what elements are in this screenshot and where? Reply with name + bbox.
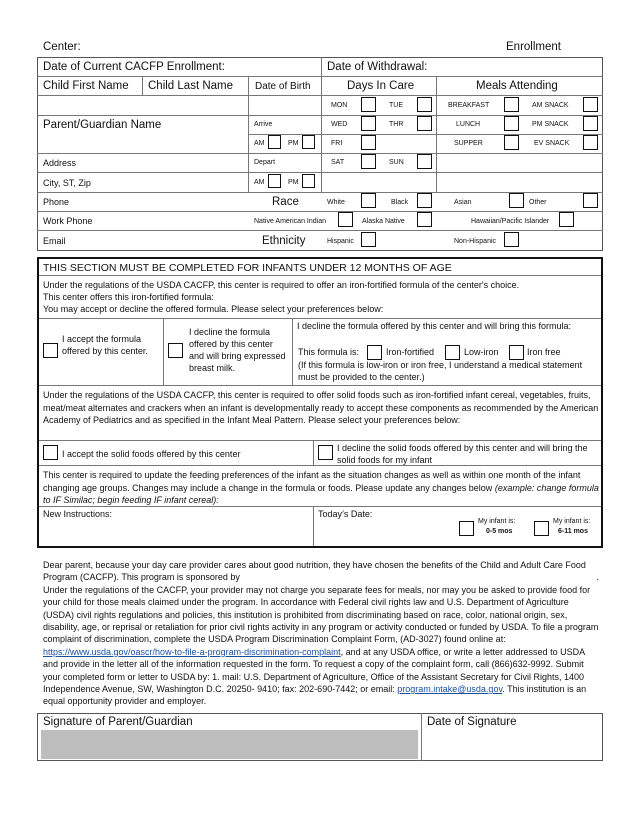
day-mon-checkbox[interactable] [361, 97, 376, 112]
depart-am-checkbox[interactable] [268, 174, 281, 188]
race-white-checkbox[interactable] [361, 193, 376, 208]
address-label: Address [43, 158, 77, 168]
race-native-american-label: Native American Indian [254, 218, 326, 225]
decline-solids-label: I decline the solid foods offered by this center and will bring the solid foods for my infant [337, 443, 588, 465]
program-notice [43, 559, 599, 708]
center-label: Center: [43, 41, 81, 53]
arrive-label: Arrive [254, 121, 273, 128]
signature-field[interactable] [41, 730, 418, 759]
arrive-pm-label: PM [288, 140, 299, 147]
iron-free-label: Iron free [527, 347, 561, 357]
infant-intro-line3: You may accept or decline the offered formula. Please select your preferences below: [43, 304, 384, 314]
iron-free-checkbox[interactable] [509, 345, 524, 360]
ethnicity-hispanic-label: Hispanic [327, 238, 354, 245]
signature-date-label: Date of Signature [427, 716, 517, 728]
todays-date-label: Today’s Date: [318, 509, 373, 519]
depart-am-label: AM [254, 179, 265, 186]
arrive-am-checkbox[interactable] [268, 135, 281, 149]
infant-is-label-1: My infant is: [478, 518, 516, 525]
race-alaska-native-checkbox[interactable] [417, 212, 432, 227]
iron-fortified-label: Iron-fortified [386, 347, 435, 357]
infant-6-11-checkbox[interactable] [534, 521, 549, 536]
race-asian-label: Asian [454, 199, 472, 206]
meal-supper-label: SUPPER [454, 140, 483, 147]
meal-lunch-label: LUNCH [456, 121, 481, 128]
accept-formula-checkbox[interactable] [43, 343, 58, 358]
dob-label: Date of Birth [255, 81, 311, 92]
race-other-label: Other [529, 199, 547, 206]
notice-paragraph-2 [43, 584, 599, 708]
ethnicity-hispanic-checkbox[interactable] [361, 232, 376, 247]
ethnicity-label: Ethnicity [262, 235, 306, 247]
arrive-pm-checkbox[interactable] [302, 135, 315, 149]
day-thr-label: THR [389, 121, 404, 128]
phone-label: Phone [43, 197, 70, 207]
decline-formula-breastmilk-checkbox[interactable] [168, 343, 183, 358]
race-alaska-native-label: Alaska Native [362, 218, 405, 225]
accept-solids-checkbox[interactable] [43, 445, 58, 460]
race-black-label: Black [391, 199, 409, 206]
depart-pm-label: PM [288, 179, 299, 186]
infant-intro [43, 279, 599, 315]
child-first-name-label: Child First Name [43, 80, 129, 92]
infant-intro-line2: This center offers this iron-fortified formula: [43, 292, 214, 302]
email-label: Email [43, 236, 66, 246]
infant-heading: THIS SECTION MUST BE COMPLETED FOR INFANTS UNDER 12 MONTHS OF AGE [43, 262, 452, 274]
decline-formula-breastmilk-label: I decline the formula offered by this center and will bring expressed breast milk. [189, 327, 286, 373]
day-mon-label: MON [331, 102, 348, 109]
decline-solids-checkbox[interactable] [318, 445, 333, 460]
day-sat-label: SAT [331, 159, 345, 166]
meal-breakfast-label: BREAKFAST [448, 102, 490, 109]
infant-is-label-2: My infant is: [553, 518, 591, 525]
meal-ev-snack-label: EV SNACK [534, 140, 570, 147]
accept-solids-label: I accept the solid foods offered by this center [62, 449, 241, 459]
day-tue-checkbox[interactable] [417, 97, 432, 112]
update-example: (example: change formula to IF Similac; begin feeding IF infant cereal): [43, 482, 599, 505]
accept-formula-label: I accept the formula offered by this center. [62, 334, 148, 356]
day-thr-checkbox[interactable] [417, 116, 432, 131]
low-iron-checkbox[interactable] [445, 345, 460, 360]
withdrawal-date-label: Date of Withdrawal: [327, 61, 428, 73]
meal-am-snack-checkbox[interactable] [583, 97, 598, 112]
enrollment-date-label: Date of Current CACFP Enrollment: [43, 61, 225, 73]
day-fri-checkbox[interactable] [361, 135, 376, 150]
solid-foods-text: Under the regulations of the USDA CACFP, this center is required to offer solid foods such as iron-fortified infant cereal, vegetables, fruits, meat/meat alternates and crackers when an infant is developmentally ready to accept these components as recommended by the American Academy of Pediatrics and as specified in the Infant Meal Pattern. Please select your preferences below: [43, 390, 599, 425]
meal-lunch-checkbox[interactable] [504, 116, 519, 131]
day-wed-checkbox[interactable] [361, 116, 376, 131]
day-sun-checkbox[interactable] [417, 154, 432, 169]
meal-supper-checkbox[interactable] [504, 135, 519, 150]
notice-rights-text: Under the regulations of the CACFP, your provider may not charge you separate fees for meals, nor may you be asked to provide food for your child for those meals claimed under the program. In accordance with Federal civil rights law and U.S. Department of Agriculture (USDA) civil rights regulations and policies, this institution is prohibited from discriminating based on race, color, national origin, sex, disability, age, or reprisal or retaliation for prior civil rights activity in any program or activity conducted or funded by USDA. To file a program complaint of discrimination, complete the USDA Program Discrimination Complaint Form, (AD-3027) found online at: [43, 584, 599, 645]
usda-email-link[interactable]: program.intake@usda.gov [397, 684, 503, 695]
meal-pm-snack-label: PM SNACK [532, 121, 569, 128]
race-other-checkbox[interactable] [583, 193, 598, 208]
arrive-am-label: AM [254, 140, 265, 147]
work-phone-label: Work Phone [43, 216, 93, 226]
notice-sponsor-text: Dear parent, because your day care provider cares about good nutrition, they have chosen the benefits of the Child and Adult Care Food Program (CACFP). This program is sponsored by [43, 560, 586, 583]
race-hawaiian-label: Hawaiian/Pacific Islander [471, 218, 550, 225]
day-wed-label: WED [331, 121, 348, 128]
race-native-american-checkbox[interactable] [338, 212, 353, 227]
complaint-form-link[interactable]: https://www.usda.gov/oascr/how-to-file-a-program-discrimination-complaint [43, 646, 341, 657]
days-in-care-label: Days In Care [347, 80, 415, 92]
update-text: This center is required to update the feeding preferences of the infant as the situation changes as well as within one month of the infant changing age groups. Changes may include a change in the formula or foods. Please update any changes below [43, 470, 581, 493]
ethnicity-non-hispanic-checkbox[interactable] [504, 232, 519, 247]
infant-0-5-checkbox[interactable] [459, 521, 474, 536]
update-preferences-text [43, 469, 599, 507]
infant-0-5-label: 0-5 mos [486, 528, 513, 535]
day-sun-label: SUN [389, 159, 404, 166]
city-label: City, ST, Zip [43, 178, 91, 188]
signature-label: Signature of Parent/Guardian [43, 716, 193, 728]
notice-rights-text-2: , and at any USDA office, or write a letter addressed to USDA and provide in the letter all of the information requested in the form. To request a copy of the complaint form, call (866)632-9992. Submit your completed form or letter to USDA by: 1. mail: U.S. Department of Agriculture, Office of the Assistant Secretary for Civil Rights, 1400 Independence Avenue, SW, Washington D.C. 20250- 9410; fax: 202-690-7442; or email: [43, 646, 585, 695]
parent-name-label: Parent/Guardian Name [43, 119, 162, 131]
enrollment-label: Enrollment [506, 41, 561, 53]
day-sat-checkbox[interactable] [361, 154, 376, 169]
iron-fortified-checkbox[interactable] [367, 345, 382, 360]
infant-6-11-label: 6-11 mos [558, 528, 588, 535]
notice-paragraph-1 [43, 559, 599, 584]
race-asian-checkbox[interactable] [509, 193, 524, 208]
notice-rights-text-3: . This institution is an equal opportunity provider and employer. [43, 684, 587, 707]
depart-pm-checkbox[interactable] [302, 174, 315, 188]
low-iron-label: Low-iron [464, 347, 499, 357]
day-tue-label: TUE [389, 102, 403, 109]
notice-sponsor-end: . [596, 572, 599, 583]
race-black-checkbox[interactable] [417, 193, 432, 208]
race-hawaiian-checkbox[interactable] [559, 212, 574, 227]
day-fri-label: FRI [331, 140, 343, 147]
new-instructions-label: New Instructions: [43, 509, 113, 519]
ethnicity-non-hispanic-label: Non-Hispanic [454, 238, 497, 245]
race-label: Race [272, 196, 299, 208]
decline-bring-formula-label: I decline the formula offered by this center and will bring this formula: [297, 321, 571, 331]
race-white-label: White [327, 199, 345, 206]
meal-breakfast-checkbox[interactable] [504, 97, 519, 112]
meal-ev-snack-checkbox[interactable] [583, 135, 598, 150]
formula-medical-note: (If this formula is low-iron or iron free, I understand a medical statement must be provided to the center.) [298, 360, 583, 382]
formula-is-label: This formula is: [298, 347, 360, 357]
meal-am-snack-label: AM SNACK [532, 102, 569, 109]
depart-label: Depart [254, 159, 276, 166]
child-last-name-label: Child Last Name [148, 80, 234, 92]
meal-pm-snack-checkbox[interactable] [583, 116, 598, 131]
meals-attending-label: Meals Attending [476, 80, 558, 92]
infant-intro-line1: Under the regulations of the USDA CACFP, this center is required to offer an iron-fortified formula of the center's choice. [43, 280, 520, 290]
